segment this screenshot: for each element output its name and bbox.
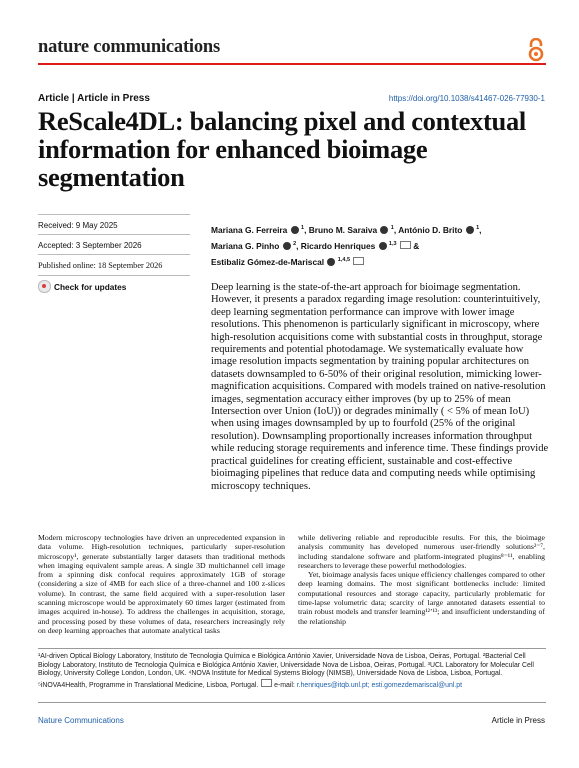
header-rule — [38, 63, 546, 65]
orcid-icon[interactable] — [379, 242, 387, 250]
body-paragraph: Modern microscopy technologies have driven an unprecedented expansion in data volume. High-resolution techniques, particularly super-resolution microscopy¹, generate substantially larger datasets than traditional methods when imaging equivalent sample areas. A single 3D multichannel cell image from a spinning disk confocal requires approximately 1GB of storage (considering a size of 4MB for each slice of a three-channel and 100 z-slices volume). In contrast, the same field acquired with a super-resolution laser scanning microscope would be approximately 60 times larger (estimated from images acquired in-house). To address the challenges in acquisition, storage, and processing posed by these volumes of data, researchers increasingly rely on deep learning approaches that automate analytical tasks — [38, 533, 285, 635]
author-separator: , — [479, 225, 482, 235]
affiliation-sup: 1 — [301, 225, 305, 231]
email-icon — [261, 679, 272, 687]
footer-status: Article in Press — [491, 716, 545, 725]
divider — [38, 275, 190, 276]
author-name[interactable]: , António D. Brito — [393, 225, 463, 235]
email-icon[interactable] — [353, 257, 364, 265]
orcid-icon[interactable] — [466, 226, 474, 234]
footer-journal[interactable]: Nature Communications — [38, 716, 124, 725]
author-name[interactable]: Mariana G. Ferreira — [211, 225, 288, 235]
body-paragraph: Yet, bioimage analysis faces unique efficiency challenges compared to other deep learning domains. The most significant bottlenecks include: limited computational resources and storage capacity, particularly problematic for time-lapse volumetric data; scarcity of large annotated datasets essential to train robust models and transfer learning¹²ʼ¹³; and insufficient understanding of the relationship — [298, 570, 545, 626]
published-date: Published online: 18 September 2026 — [38, 261, 163, 270]
email-label: e-mail: — [274, 681, 295, 689]
body-paragraph: while delivering reliable and reproducible results. For this, the bioimage analysis community has developed numerous user-friendly solutions²⁻⁷, including standalone software and platform-integrated plugins⁸⁻¹¹, enabling researchers to leverage these powerful methodologies. — [298, 533, 545, 570]
abstract: Deep learning is the state-of-the-art approach for bioimage segmentation. However, it presents a paradox regarding image resolution: counterintuitively, deep learning segmentation performance can improve with lower image resolutions. This phenomenon is particularly significant in microscopy, where high-resolution acquisitions come with substantial costs in throughput, storage requirements and potential photodamage. We systematically evaluate how image resolution impacts segmentation by training popular architectures on datasets downsampled to 6-50% of their original resolution, mimicking lower-magnification acquisitions. Compared with models trained on native-resolution images, segmentation accuracy either improves (by up to 25% of mean Intersection over Union (IoU)) or degrades minimally ( < 5% of mean IoU) when using images downsampled by up to fourfold (25% of the original resolution). Downsampling proportionally increases information throughput while reducing storage requirements and inference time. These findings provide practical guidelines for creating efficient, sustainable and cost-effective bioimaging pipelines that reduce data and computing needs while optimising microscopy techniques. — [211, 282, 549, 492]
divider — [38, 214, 190, 215]
affiliation-sup: 1 — [390, 225, 394, 231]
check-for-updates-icon — [38, 280, 51, 293]
author-list — [211, 221, 541, 269]
email-links[interactable]: r.henriques@itqb.unl.pt; esti.gomezdemariscal@unl.pt — [296, 681, 463, 689]
doi-link[interactable]: https://doi.org/10.1038/s41467-026-77930-1 — [388, 94, 545, 103]
author-name[interactable]: Mariana G. Pinho — [211, 241, 280, 251]
journal-name[interactable]: nature communications — [38, 37, 221, 57]
author-name[interactable]: Estibaliz Gómez-de-Mariscal — [211, 257, 325, 267]
affiliation-sup: 1,3 — [388, 241, 397, 247]
article-title: ReScale4DL: balancing pixel and contextual information for enhanced bioimage segmentation — [38, 106, 526, 192]
body-column-left — [38, 533, 285, 635]
author-separator: & — [410, 241, 420, 251]
article-type: Article | Article in Press — [38, 93, 150, 104]
affiliation-sup: 2 — [293, 241, 297, 247]
received-date: Received: 9 May 2025 — [38, 221, 118, 230]
orcid-icon[interactable] — [291, 226, 299, 234]
author-name[interactable]: , Bruno M. Saraiva — [304, 225, 378, 235]
affiliations-footnote — [38, 653, 548, 690]
check-for-updates-button[interactable] — [38, 280, 126, 293]
affiliation-sup: 1 — [476, 225, 480, 231]
orcid-icon[interactable] — [283, 242, 291, 250]
accepted-date: Accepted: 3 September 2026 — [38, 241, 142, 250]
author-name[interactable]: , Ricardo Henriques — [296, 241, 376, 251]
email-icon[interactable] — [400, 241, 411, 249]
body-column-right — [298, 533, 545, 626]
open-access-icon — [527, 38, 545, 62]
orcid-icon[interactable] — [327, 258, 335, 266]
footer-divider — [38, 702, 546, 703]
orcid-icon[interactable] — [380, 226, 388, 234]
divider — [38, 254, 190, 255]
divider — [38, 234, 190, 235]
affiliations-text: ¹AI-driven Optical Biology Laboratory, Instituto de Tecnologia Química e Biológica António Xavier, Universidade Nova de Lisboa, Oeiras, Portugal. ²Bacterial Cell Biology Laboratory, Instituto de Tecnologia Química e Biológica António Xavier, Universidade Nova de Lisboa, Oeiras, Portugal. ³UCL Laboratory for Molecular Cell Biology, University College London, London, UK. ⁴NOVA Institute for Medical Systems Biology (NIMSB), Universidade Nova de Lisboa, Lisboa, Portugal. ⁵iNOVA4Health, Programme in Translational Medicine, Lisboa, Portugal. — [38, 653, 534, 689]
check-for-updates-label: Check for updates — [54, 281, 127, 292]
affiliation-sup: 1,4,5 — [337, 257, 350, 263]
footnote-divider — [38, 648, 546, 649]
